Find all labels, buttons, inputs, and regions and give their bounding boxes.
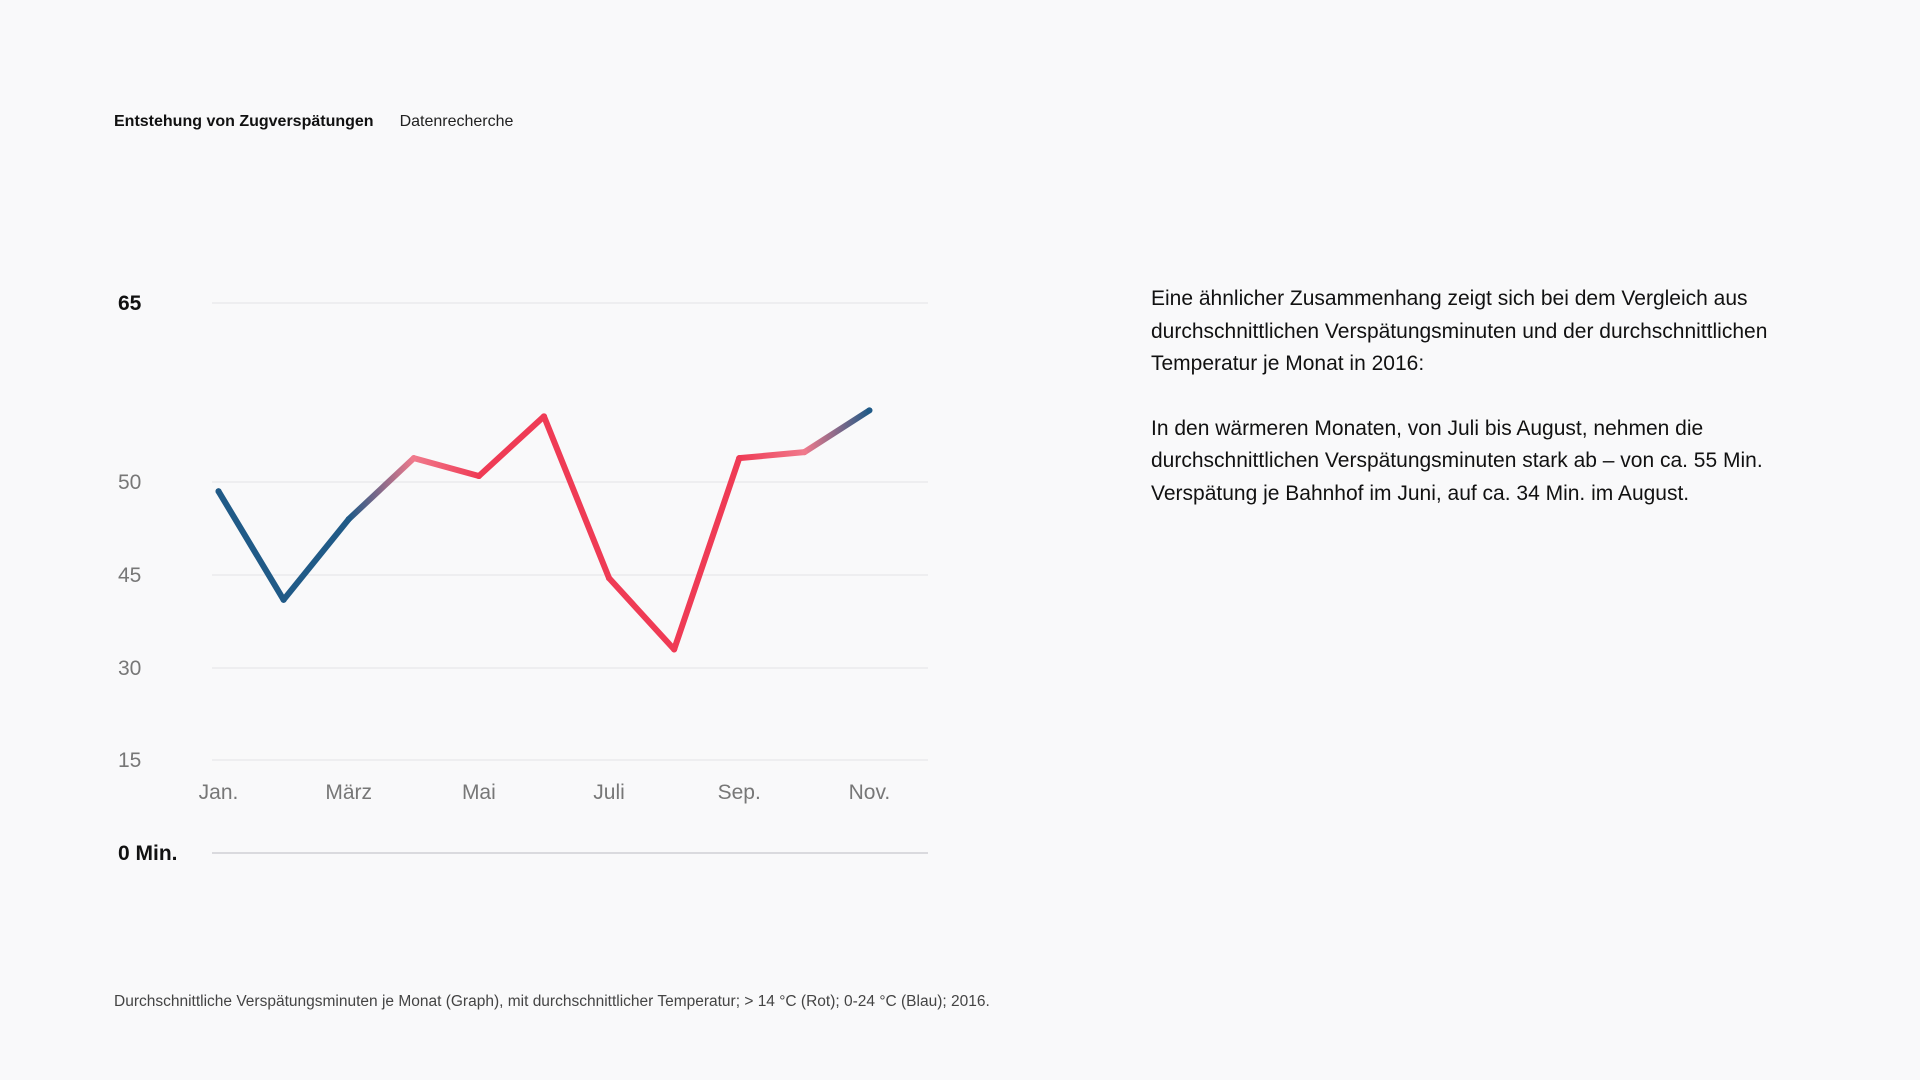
chart-svg — [100, 270, 960, 865]
data-point — [606, 575, 612, 581]
data-point — [281, 597, 287, 603]
data-point — [476, 473, 482, 479]
line-segment — [219, 491, 284, 600]
x-tick-label: Nov. — [848, 781, 891, 804]
paragraph-1: Eine ähnlicher Zusammenhang zeigt sich bei dem Vergleich aus durchschnittlichen Verspätungsminuten und der durchschnittlichen Temperatur je Monat in 2016: — [1151, 287, 1768, 375]
description-text — [1151, 283, 1831, 542]
line-segment — [414, 458, 479, 476]
delay-line-chart — [100, 270, 960, 865]
x-tick-label: März — [325, 781, 373, 804]
y-tick-label: 0 Min. — [118, 842, 178, 865]
line-segment — [284, 519, 349, 600]
y-tick-label: 30 — [118, 657, 142, 680]
line-segment — [479, 416, 544, 476]
data-point — [801, 449, 807, 455]
x-tick-label: Mai — [461, 781, 496, 804]
paragraph-2: In den wärmeren Monaten, von Juli bis August, nehmen die durchschnittlichen Verspätungsminuten stark ab – von ca. 55 Min. Verspätung je Bahnhof im Juni, auf ca. 34 Min. im August. — [1151, 416, 1763, 505]
line-segment — [804, 410, 869, 452]
y-tick-label: 65 — [118, 292, 142, 315]
line-segment — [609, 578, 674, 649]
header-title: Entstehung von Zugverspätungen — [114, 113, 374, 130]
y-tick-label: 15 — [118, 749, 142, 772]
y-tick-label: 45 — [118, 564, 142, 587]
data-point — [411, 455, 417, 461]
data-point — [216, 488, 222, 494]
x-tick-label: Jan. — [198, 781, 239, 804]
y-tick-label: 50 — [118, 471, 142, 494]
line-segment — [739, 452, 804, 458]
chart-caption: Durchschnittliche Verspätungsminuten je Monat (Graph), mit durchschnittlicher Temperatur; > 14 °C (Rot); 0-24 °C (Blau); 2016. — [114, 993, 990, 1010]
data-point — [866, 407, 872, 413]
data-point — [736, 455, 742, 461]
header-subtitle: Datenrecherche — [399, 113, 514, 130]
line-segment — [349, 458, 414, 519]
line-segment — [674, 458, 739, 649]
line-segment — [544, 416, 609, 578]
x-tick-label: Sep. — [717, 781, 761, 804]
data-point — [541, 413, 547, 419]
x-tick-label: Juli — [593, 781, 625, 804]
data-point — [346, 516, 352, 522]
data-point — [671, 646, 677, 652]
header — [114, 111, 513, 133]
